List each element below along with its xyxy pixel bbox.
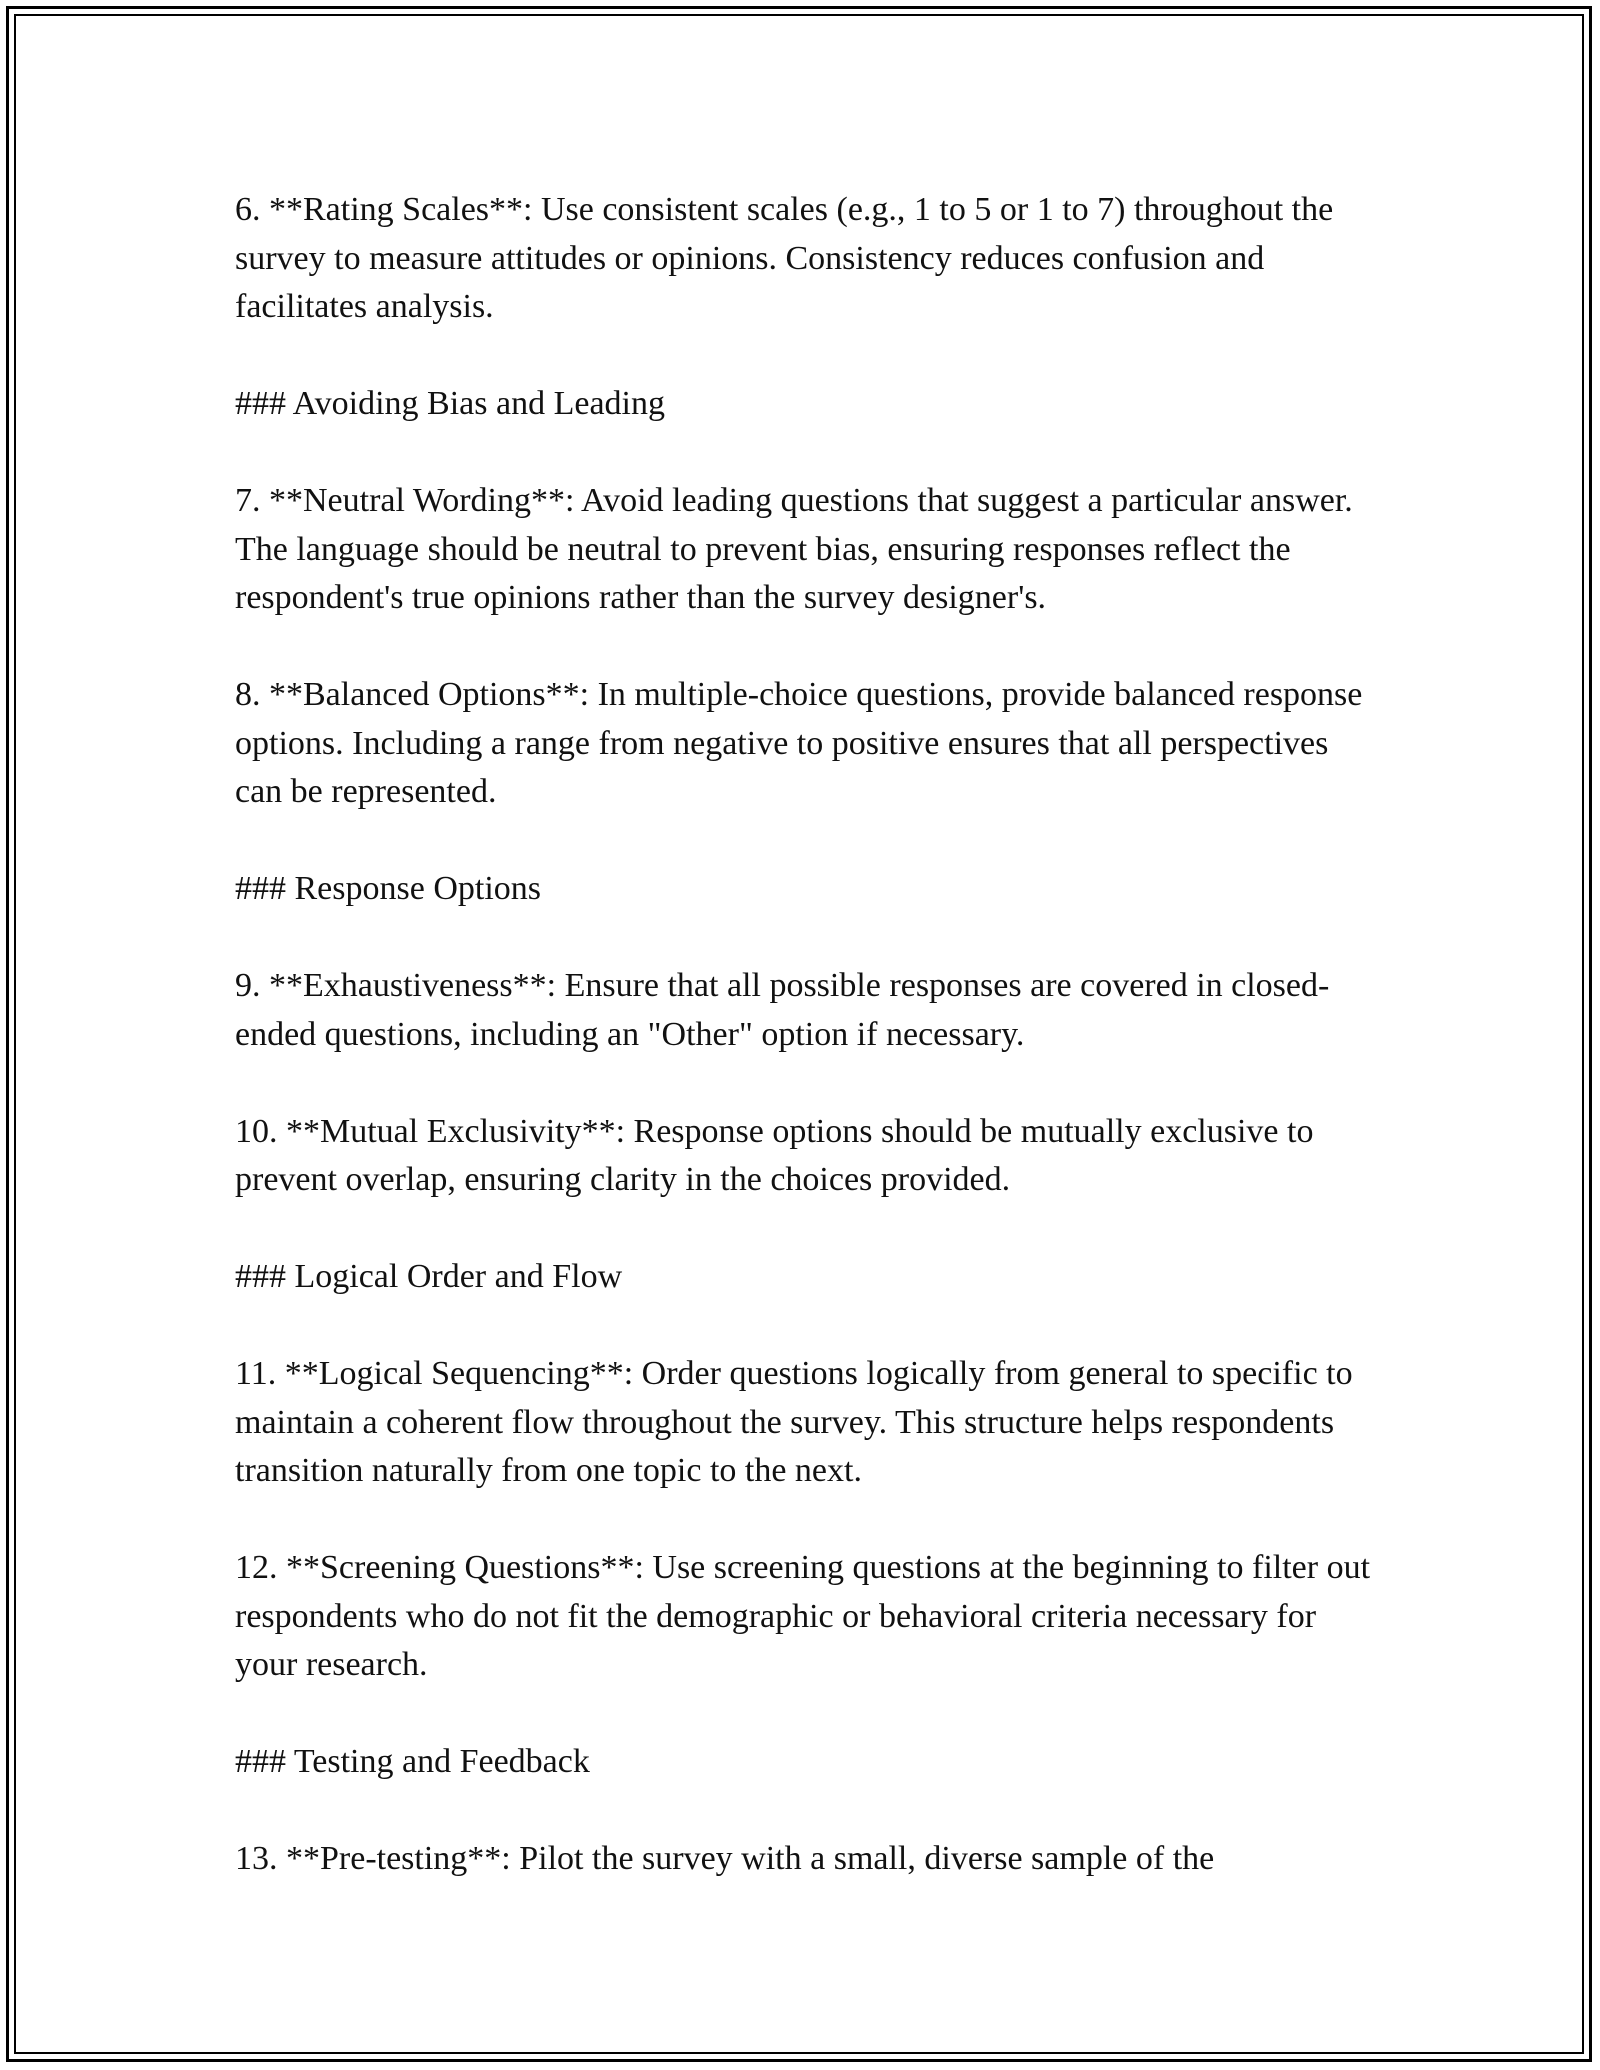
section-heading-logical-order: ### Logical Order and Flow (235, 1258, 623, 1295)
section-heading-response-options: ### Response Options (235, 870, 541, 907)
list-item-exhaustiveness: 9. **Exhaustiveness**: Ensure that all possible responses are covered in closed-ended questions, including an "Other" option if necessary. (235, 967, 1330, 1053)
list-item-rating-scales: 6. **Rating Scales**: Use consistent scales (e.g., 1 to 5 or 1 to 7) throughout the survey to measure attitudes or opinions. Consistency reduces confusion and facilitates analysis. (235, 191, 1334, 325)
list-item-mutual-exclusivity: 10. **Mutual Exclusivity**: Response options should be mutually exclusive to prevent overlap, ensuring clarity in the choices provided. (235, 1112, 1314, 1198)
list-item-neutral-wording: 7. **Neutral Wording**: Avoid leading questions that suggest a particular answer. The language should be neutral to prevent bias, ensuring responses reflect the respondent's true opinions rather than the survey designer's. (235, 482, 1353, 616)
list-item-screening-questions: 12. **Screening Questions**: Use screening questions at the beginning to filter out respondents who do not fit the demographic or behavioral criteria necessary for your research. (235, 1549, 1371, 1683)
section-heading-avoiding-bias: ### Avoiding Bias and Leading (235, 385, 665, 422)
list-item-pre-testing: 13. **Pre-testing**: Pilot the survey with a small, diverse sample of the (235, 1840, 1215, 1877)
list-item-logical-sequencing: 11. **Logical Sequencing**: Order questions logically from general to specific to maintain a coherent flow throughout the survey. This structure helps respondents transition naturally from one topic to the next. (235, 1355, 1353, 1489)
document-body (235, 186, 1375, 1884)
list-item-balanced-options: 8. **Balanced Options**: In multiple-choice questions, provide balanced response options. Including a range from negative to positive ensures that all perspectives can be represented. (235, 676, 1363, 810)
section-heading-testing-feedback: ### Testing and Feedback (235, 1743, 590, 1780)
